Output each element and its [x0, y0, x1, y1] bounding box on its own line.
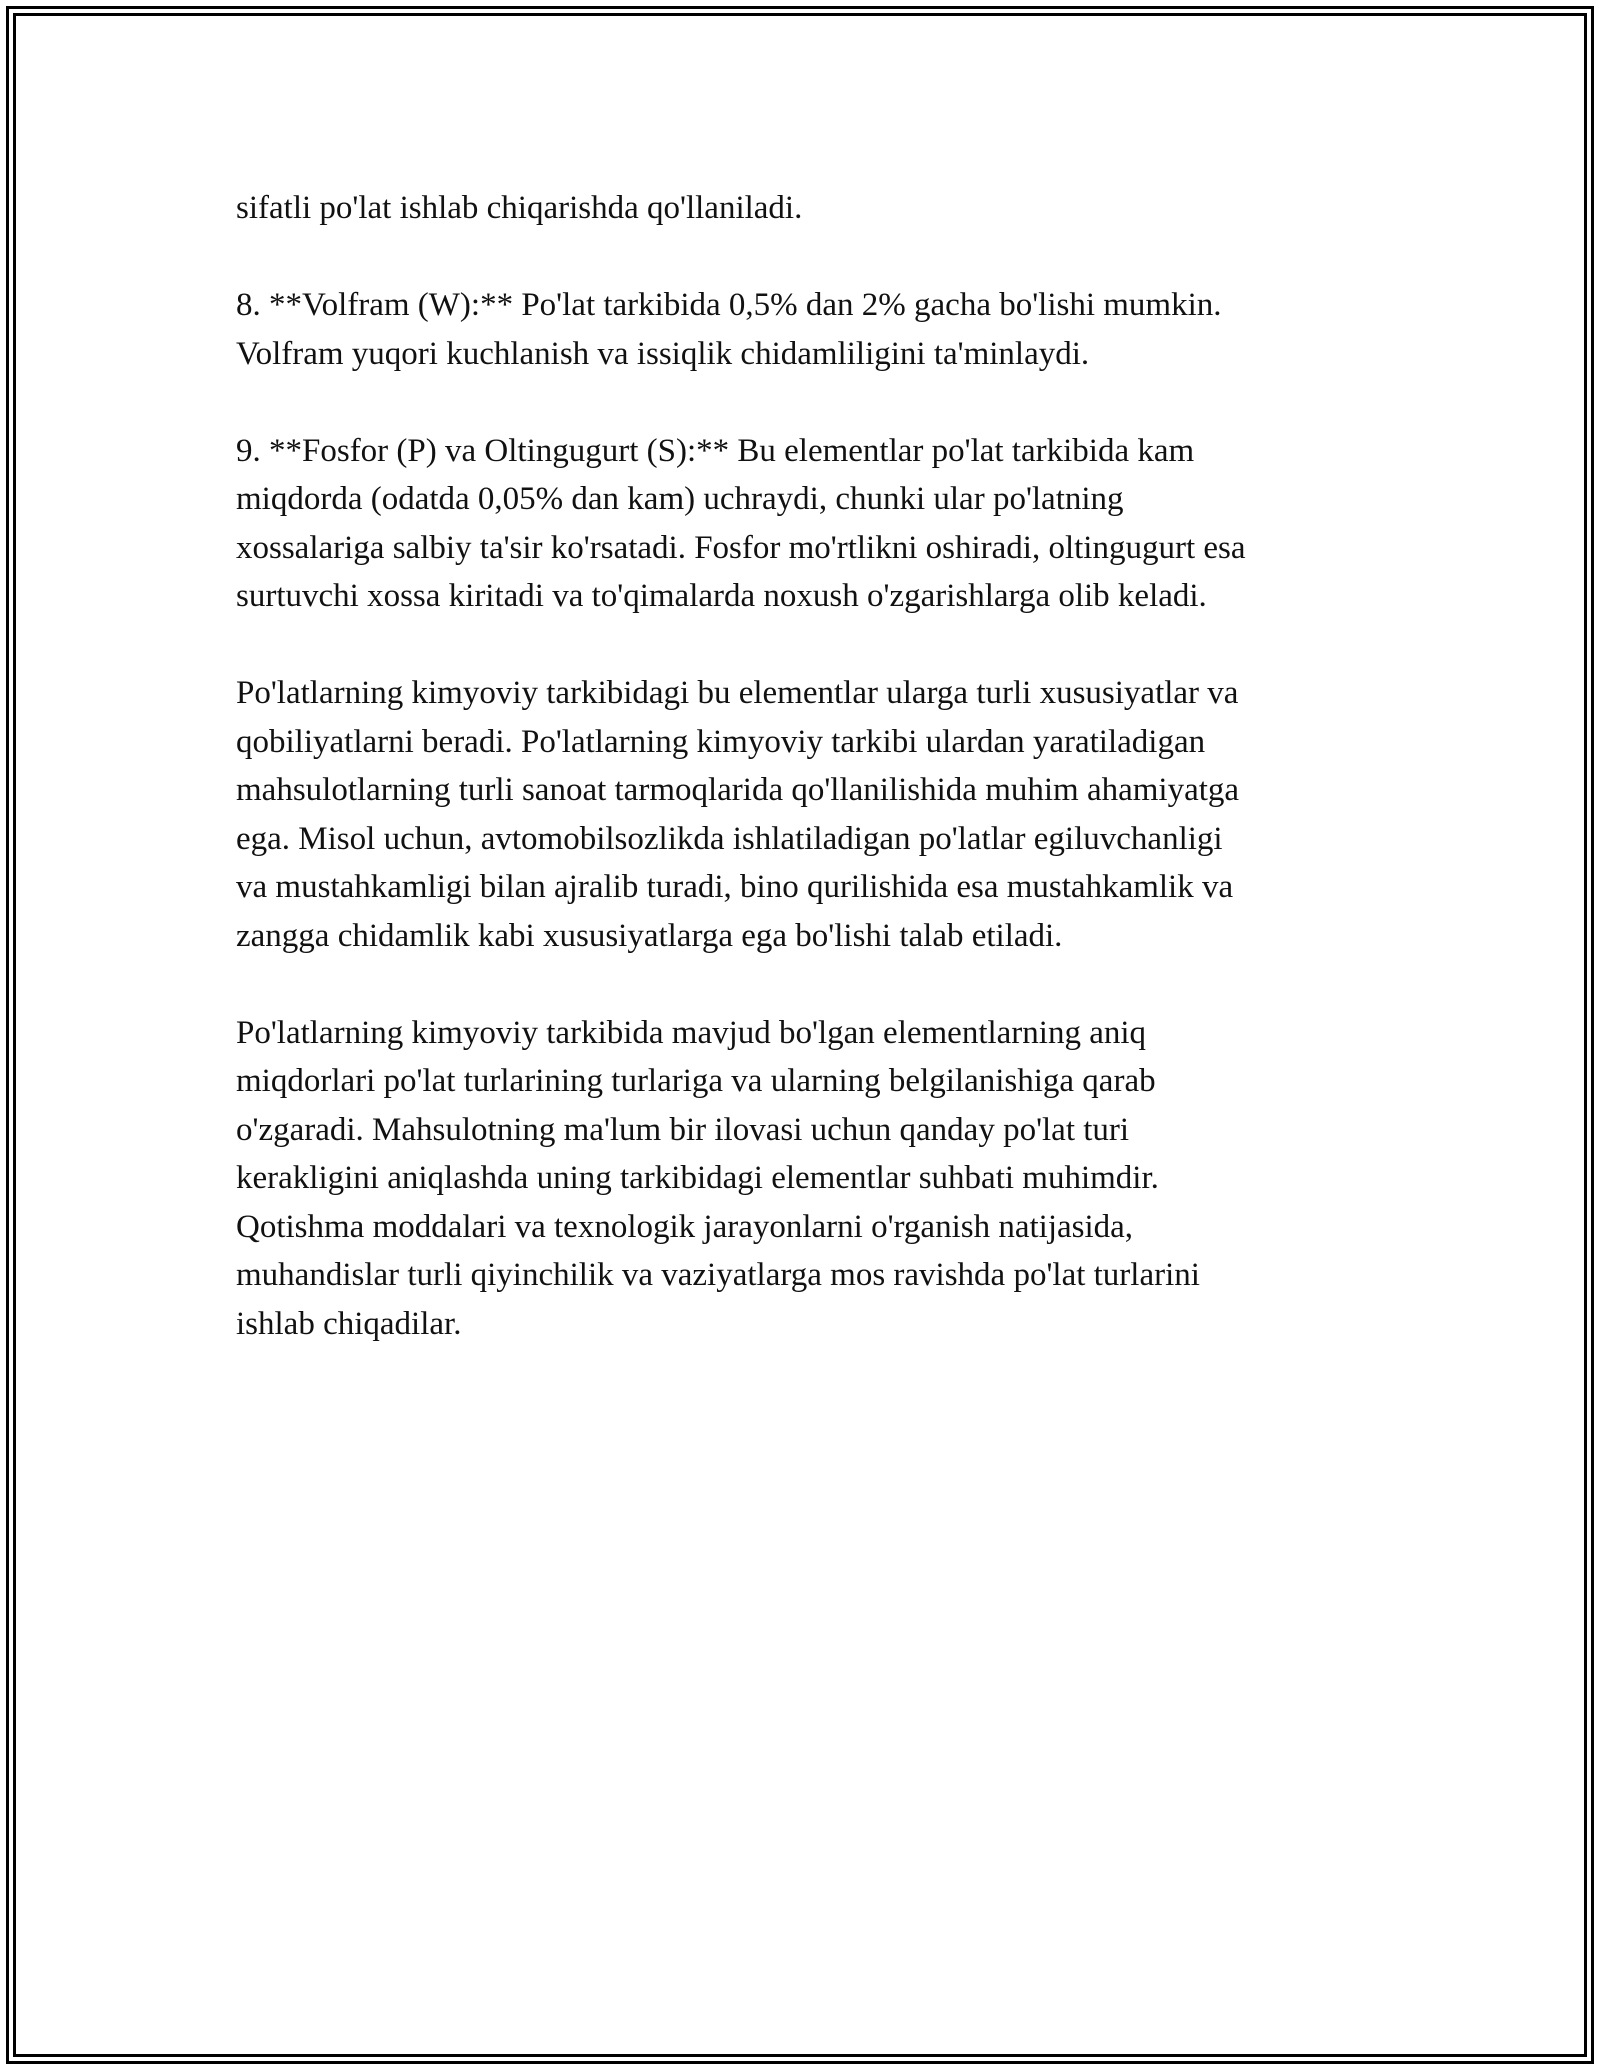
- paragraph-element-quantities: Po'latlarning kimyoviy tarkibida mavjud bo'lgan elementlarning aniq miqdorlari po'lat turlarining turlariga va ularning belgilanishiga qarab o'zgaradi. Mahsulotning ma'lum bir ilovasi uchun qanday po'lat turi kerakligini aniqlashda uning tarkibidagi elementlar suhbati muhimdir. Qotishma moddalari va texnologik jarayonlarni o'rganish natijasida, muhandislar turli qiyinchilik va vaziyatlarga mos ravishda po'lat turlarini ishlab chiqadilar.: [236, 1014, 1200, 1342]
- document-body: [236, 184, 1366, 1397]
- paragraph-fosfor-oltingugurt: 9. **Fosfor (P) va Oltingugurt (S):** Bu elementlar po'lat tarkibida kam miqdorda (odatda 0,05% dan kam) uchraydi, chunki ular po'latning xossalariga salbiy ta'sir ko'rsatadi. Fosfor mo'rtlikni oshiradi, oltingugurt esa surtuvchi xossa kiritadi va to'qimalarda noxush o'zgarishlarga olib keladi.: [236, 432, 1246, 614]
- paragraph-continuation: sifatli po'lat ishlab chiqarishda qo'llaniladi.: [236, 190, 803, 226]
- paragraph-volfram: 8. **Volfram (W):** Po'lat tarkibida 0,5% dan 2% gacha bo'lishi mumkin. Volfram yuqori kuchlanish va issiqlik chidamliligini ta'minlaydi.: [236, 287, 1222, 372]
- paragraph-element-properties: Po'latlarning kimyoviy tarkibidagi bu elementlar ularga turli xususiyatlar va qobiliyatlarni beradi. Po'latlarning kimyoviy tarkibi ulardan yaratiladigan mahsulotlarning turli sanoat tarmoqlarida qo'llanilishida muhim ahamiyatga ega. Misol uchun, avtomobilsozlikda ishlatiladigan po'latlar egiluvchanligi va mustahkamligi bilan ajralib turadi, bino qurilishida esa mustahkamlik va zangga chidamlik kabi xususiyatlarga ega bo'lishi talab etiladi.: [236, 675, 1240, 954]
